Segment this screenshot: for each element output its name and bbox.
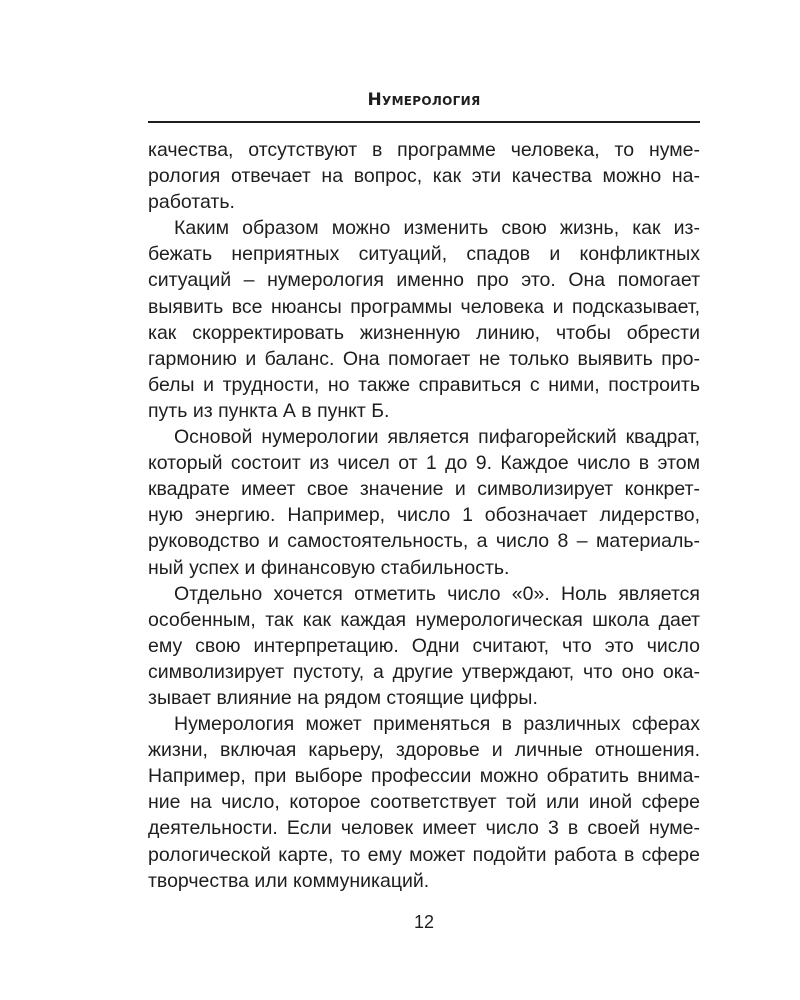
text-line: ему свою интерпретацию. Одни считают, что это число	[148, 634, 700, 657]
text-line: путь из пункта А в пункт Б.	[148, 399, 390, 422]
running-header: Нумерология	[367, 90, 481, 110]
text-line: гармонию и баланс. Она помогает не только выявить про-	[148, 347, 700, 370]
text-line: Каким образом можно изменить свою жизнь, как из-	[174, 217, 700, 240]
text-line: Основой нумерологии является пифагорейский квадрат,	[174, 426, 700, 449]
text-line: выявить все нюансы программы человека и подсказывает,	[148, 295, 700, 318]
text-line: деятельности. Если человек имеет число 3 в своей нуме-	[148, 817, 700, 840]
body-text	[148, 137, 700, 894]
text-line: Например, при выборе профессии можно обратить внима-	[148, 765, 700, 788]
paragraph	[148, 581, 700, 711]
text-line: который состоит из чисел от 1 до 9. Каждое число в этом	[148, 452, 700, 475]
paragraph	[148, 137, 700, 215]
text-line: ный успех и финансовую стабильность.	[148, 556, 510, 579]
text-line: зывает влияние на рядом стоящие цифры.	[148, 686, 538, 709]
paragraph	[148, 215, 700, 424]
text-line: бежать неприятных ситуаций, спадов и конфликтных	[148, 243, 700, 266]
text-line: символизирует пустоту, а другие утверждают, что оно ока-	[148, 660, 700, 683]
text-line: качества, отсутствуют в программе человека, то нуме-	[148, 139, 700, 161]
text-line: работать.	[148, 191, 235, 214]
paragraph	[148, 711, 700, 894]
text-line: Отдельно хочется отметить число «0». Ноль является	[174, 582, 700, 605]
text-line: как скорректировать жизненную линию, чтобы обрести	[148, 321, 700, 344]
text-line: рология отвечает на вопрос, как эти качества можно на-	[148, 165, 700, 188]
text-line: Нумерология может применяться в различных сферах	[174, 713, 700, 736]
header-rule	[148, 121, 700, 123]
text-line: творчества или коммуникаций.	[148, 869, 430, 892]
text-line: квадрате имеет свое значение и символизирует конкрет-	[148, 478, 700, 501]
text-line: руководство и самостоятельность, а число 8 – материаль-	[148, 530, 700, 553]
text-line: ную энергию. Например, число 1 обозначает лидерство,	[148, 504, 700, 527]
text-line: жизни, включая карьеру, здоровье и личные отношения.	[148, 739, 700, 762]
paragraph	[148, 424, 700, 581]
text-line: ние на число, которое соответствует той или иной сфере	[148, 791, 700, 814]
text-line: ситуаций – нумерология именно про это. Она помогает	[148, 269, 700, 292]
text-line: белы и трудности, но также справиться с ними, построить	[148, 373, 700, 396]
text-line: особенным, так как каждая нумерологическая школа дает	[148, 608, 700, 631]
text-line: рологической карте, то ему может подойти работа в сфере	[148, 843, 700, 866]
page-number: 12	[413, 912, 435, 932]
